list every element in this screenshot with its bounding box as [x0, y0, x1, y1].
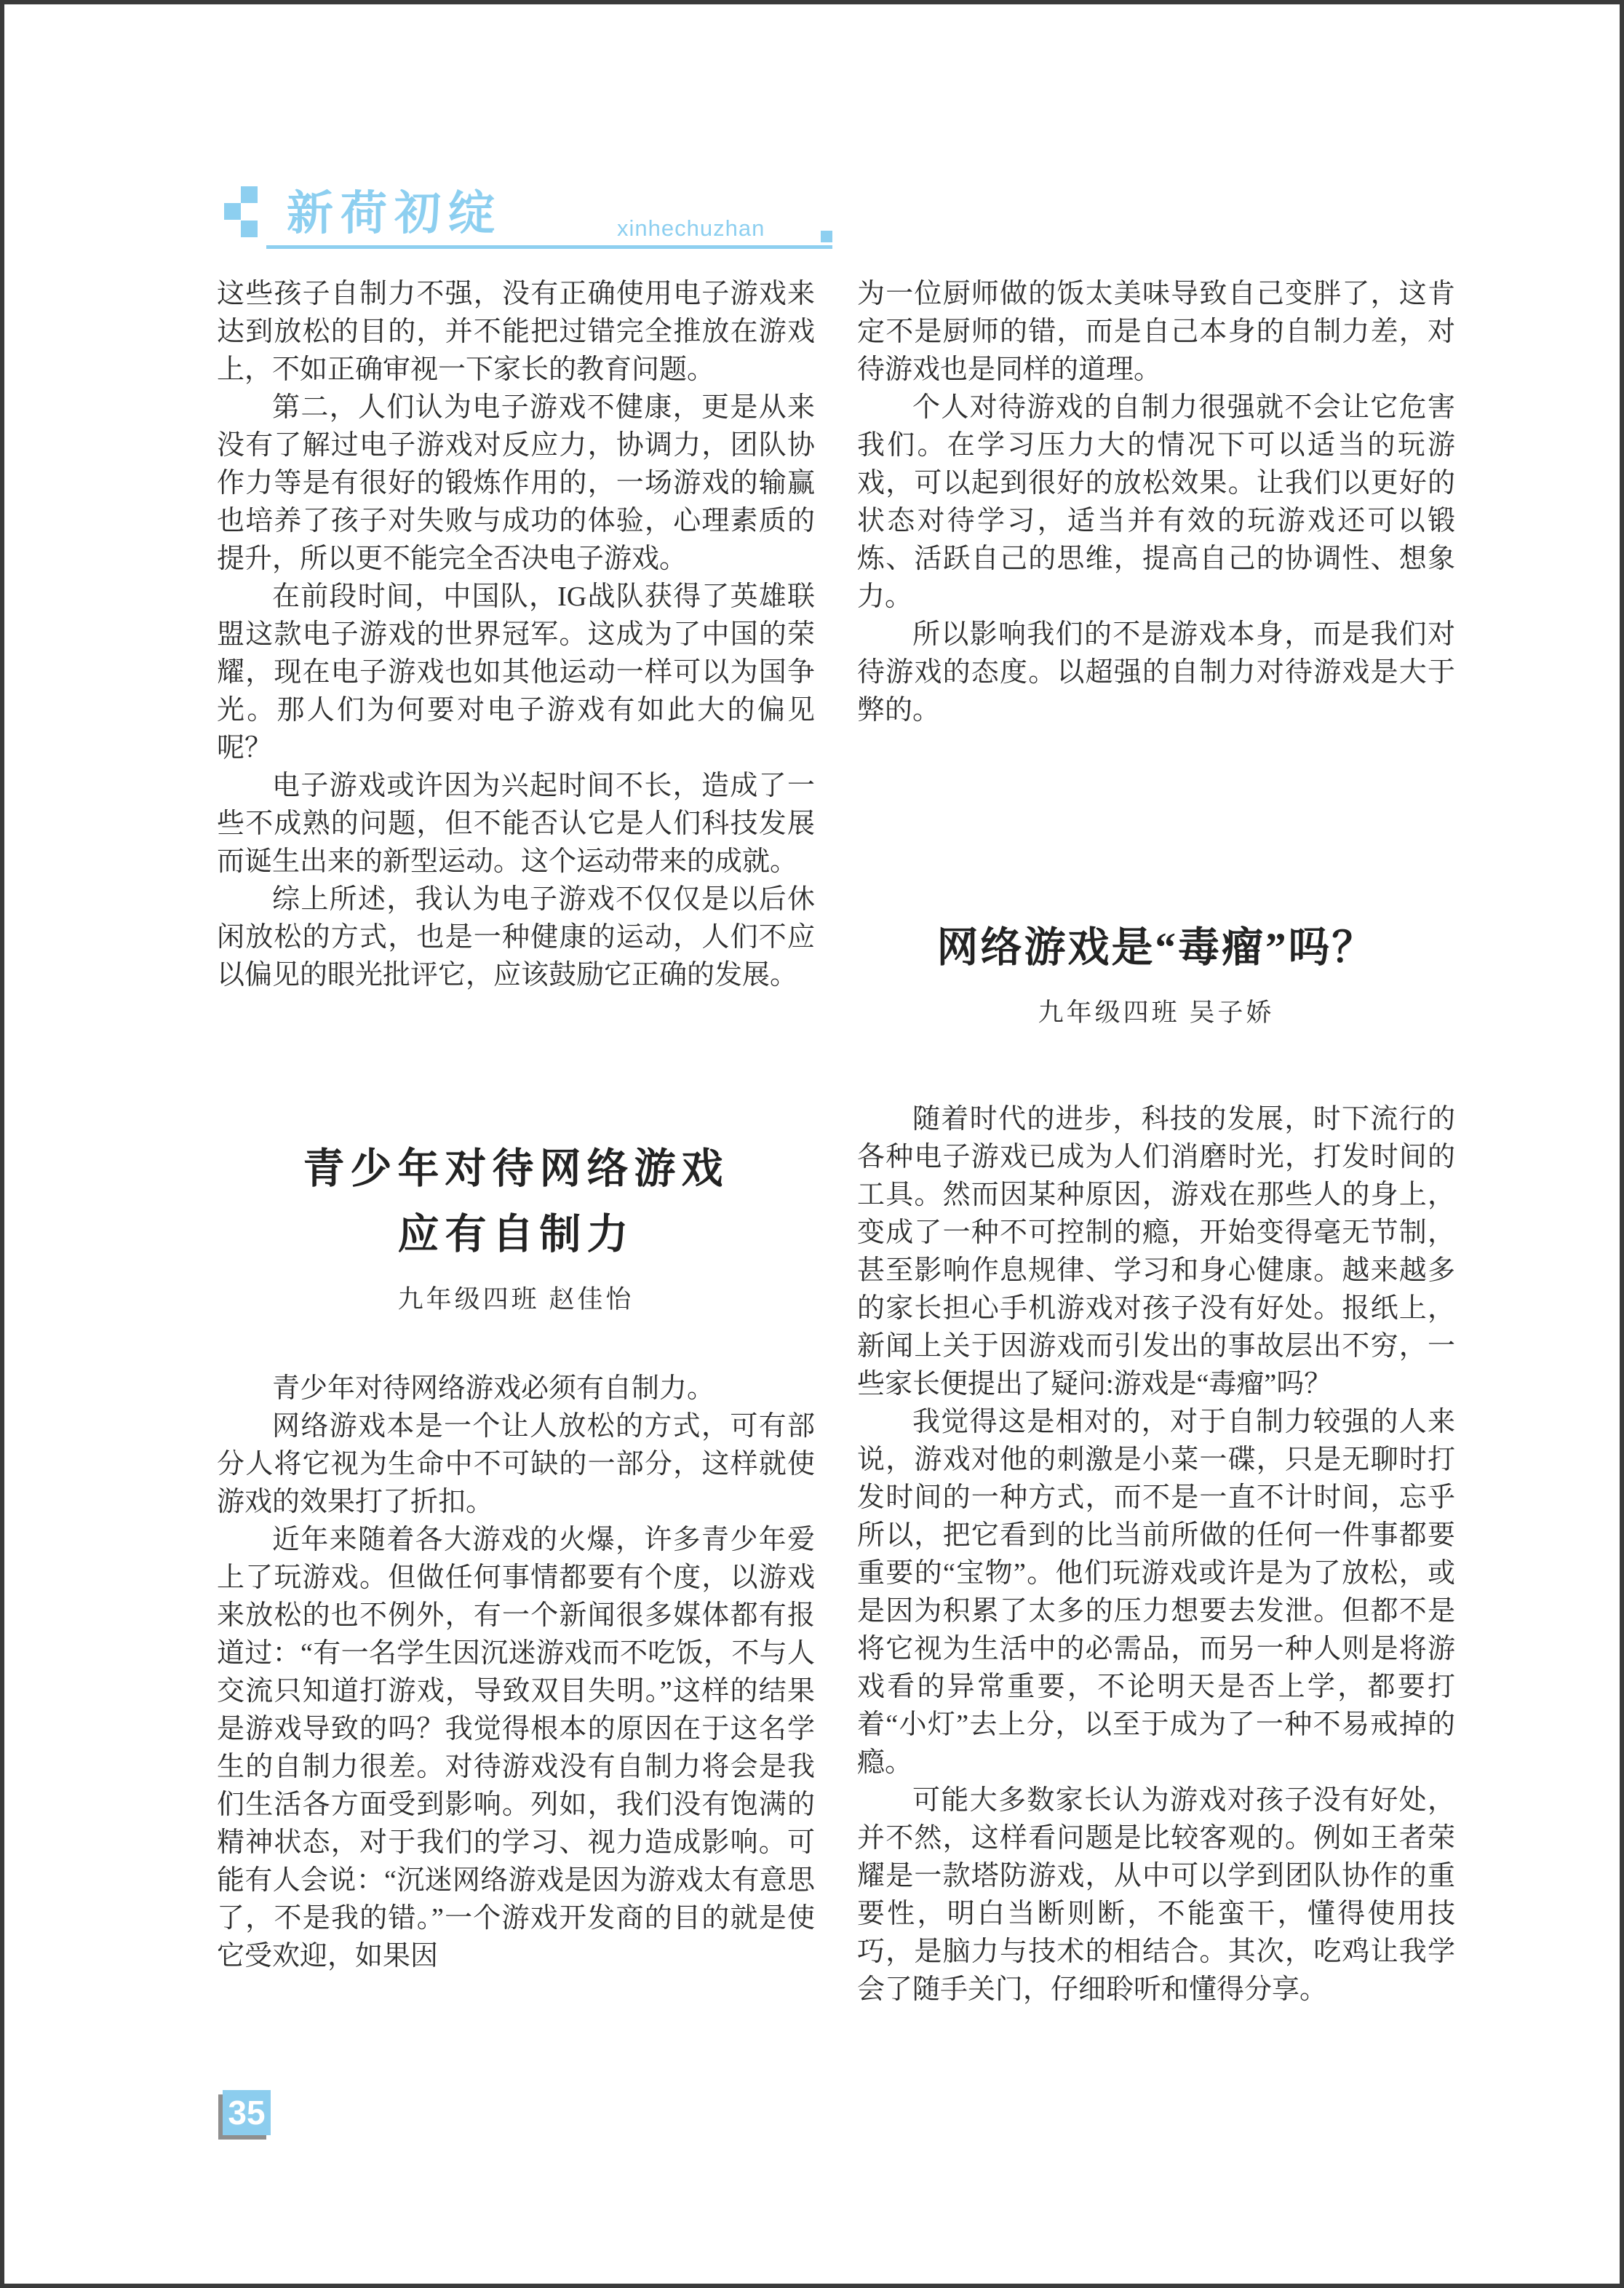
paragraph: 青少年对待网络游戏必须有自制力。 — [272, 1373, 715, 1404]
underline-endcap-square — [821, 231, 832, 242]
paragraph: 在前段时间，中国队，IG战队获得了英雄联盟这款电子游戏的世界冠军。这成为了中国的荣耀，现在电子游戏也如其他运动一样可以为国争光。那人们为何要对电子游戏有如此大的偏见呢？ — [217, 581, 815, 763]
paragraph: 网络游戏本是一个让人放松的方式，可有部分人将它视为生命中不可缺的一部分，这样就使游戏的效果打了折扣。 — [217, 1411, 815, 1517]
magazine-logo-pinyin: xinhechuzhan — [617, 215, 765, 241]
right-column — [857, 275, 1455, 2009]
article-header-right — [857, 915, 1455, 1100]
article-title-line2: 应有自制力 — [397, 1212, 634, 1258]
article-title: 网络游戏是“毒瘤”吗？ — [936, 925, 1376, 971]
magazine-logo-title: 新荷初绽 — [287, 187, 502, 239]
paragraph: 所以影响我们的不是游戏本身，而是我们对待游戏的态度。以超强的自制力对待游戏是大于弊的。 — [857, 619, 1455, 726]
article-title-line1: 青少年对待网络游戏 — [303, 1146, 729, 1192]
header-underline — [266, 245, 832, 249]
paragraph: 这些孩子自制力不强，没有正确使用电子游戏来达到放松的目的，并不能把过错完全推放在游戏上，不如正确审视一下家长的教育问题。 — [217, 279, 815, 385]
article-author: 九年级四班 赵佳怡 — [397, 1285, 634, 1314]
pixel-squares-icon — [224, 186, 258, 237]
paragraph: 我觉得这是相对的，对于自制力较强的人来说，游戏对他的刺激是小菜一碟，只是无聊时打发时间的一种方式，而不是一直不计时间，忘乎所以，把它看到的比当前所做的任何一件事都要重要的“宝物”。他们玩游戏或许是为了放松，或是因为积累了太多的压力想要去发泄。但都不是将它视为生活中的必需品，而另一种人则是将游戏看的异常重要，不论明天是否上学，都要打着“小灯”去上分，以至于成为了一种不易戒掉的瘾。 — [857, 1407, 1455, 1778]
paragraph: 综上所述，我认为电子游戏不仅仅是以后休闲放松的方式，也是一种健康的运动，人们不应以偏见的眼光批评它，应该鼓励它正确的发展。 — [217, 884, 815, 990]
page-number-badge: 35 — [223, 2090, 271, 2135]
paragraph: 为一位厨师做的饭太美味导致自己变胖了，这肯定不是厨师的错，而是自己本身的自制力差，对待游戏也是同样的道理。 — [857, 279, 1455, 385]
paragraph: 可能大多数家长认为游戏对孩子没有好处，并不然，这样看问题是比较客观的。例如王者荣耀是一款塔防游戏，从中可以学到团队协作的重要性，明白当断则断，不能蛮干，懂得使用技巧，是脑力与技术的相结合。其次，吃鸡让我学会了随手关门，仔细聆听和懂得分享。 — [857, 1785, 1455, 2005]
article-title — [217, 1137, 815, 1268]
left-column — [217, 275, 815, 1975]
article-header-left — [217, 1137, 815, 1370]
paragraph: 个人对待游戏的自制力很强就不会让它危害我们。在学习压力大的情况下可以适当的玩游戏，可以起到很好的放松效果。让我们以更好的状态对待学习，适当并有效的玩游戏还可以锻炼、活跃自己的思维，提高自己的协调性、想象力。 — [857, 392, 1455, 612]
paragraph: 电子游戏或许因为兴起时间不长，造成了一些不成熟的问题，但不能否认它是人们科技发展而诞生出来的新型运动。这个运动带来的成就。 — [217, 771, 815, 877]
paragraph: 近年来随着各大游戏的火爆，许多青少年爱上了玩游戏。但做任何事情都要有个度，以游戏来放松的也不例外，有一个新闻很多媒体都有报道过：“有一名学生因沉迷游戏而不吃饭，不与人交流只知道打游戏，导致双目失明。”这样的结果是游戏导致的吗？我觉得根本的原因在于这名学生的自制力很差。对待游戏没有自制力将会是我们生活各方面受到影响。列如，我们没有饱满的精神状态，对于我们的学习、视力造成影响。可能有人会说：“沉迷网络游戏是因为游戏太有意思了，不是我的错。”一个游戏开发商的目的就是使它受欢迎，如果因 — [217, 1525, 815, 1971]
paragraph: 第二，人们认为电子游戏不健康，更是从来没有了解过电子游戏对反应力，协调力，团队协作力等是有很好的锻炼作用的，一场游戏的输赢也培养了孩子对失败与成功的体验，心理素质的提升，所以更不能完全否决电子游戏。 — [217, 392, 815, 574]
article-author: 九年级四班 吴子娇 — [1038, 998, 1275, 1027]
paragraph: 随着时代的进步，科技的发展，时下流行的各种电子游戏已成为人们消磨时光，打发时间的工具。然而因某种原因，游戏在那些人的身上，变成了一种不可控制的瘾，开始变得毫无节制，甚至影响作息规律、学习和身心健康。越来越多的家长担心手机游戏对孩子没有好处。报纸上，新闻上关于因游戏而引发出的事故层出不穷，一些家长便提出了疑问:游戏是“毒瘤”吗？ — [857, 1104, 1455, 1399]
